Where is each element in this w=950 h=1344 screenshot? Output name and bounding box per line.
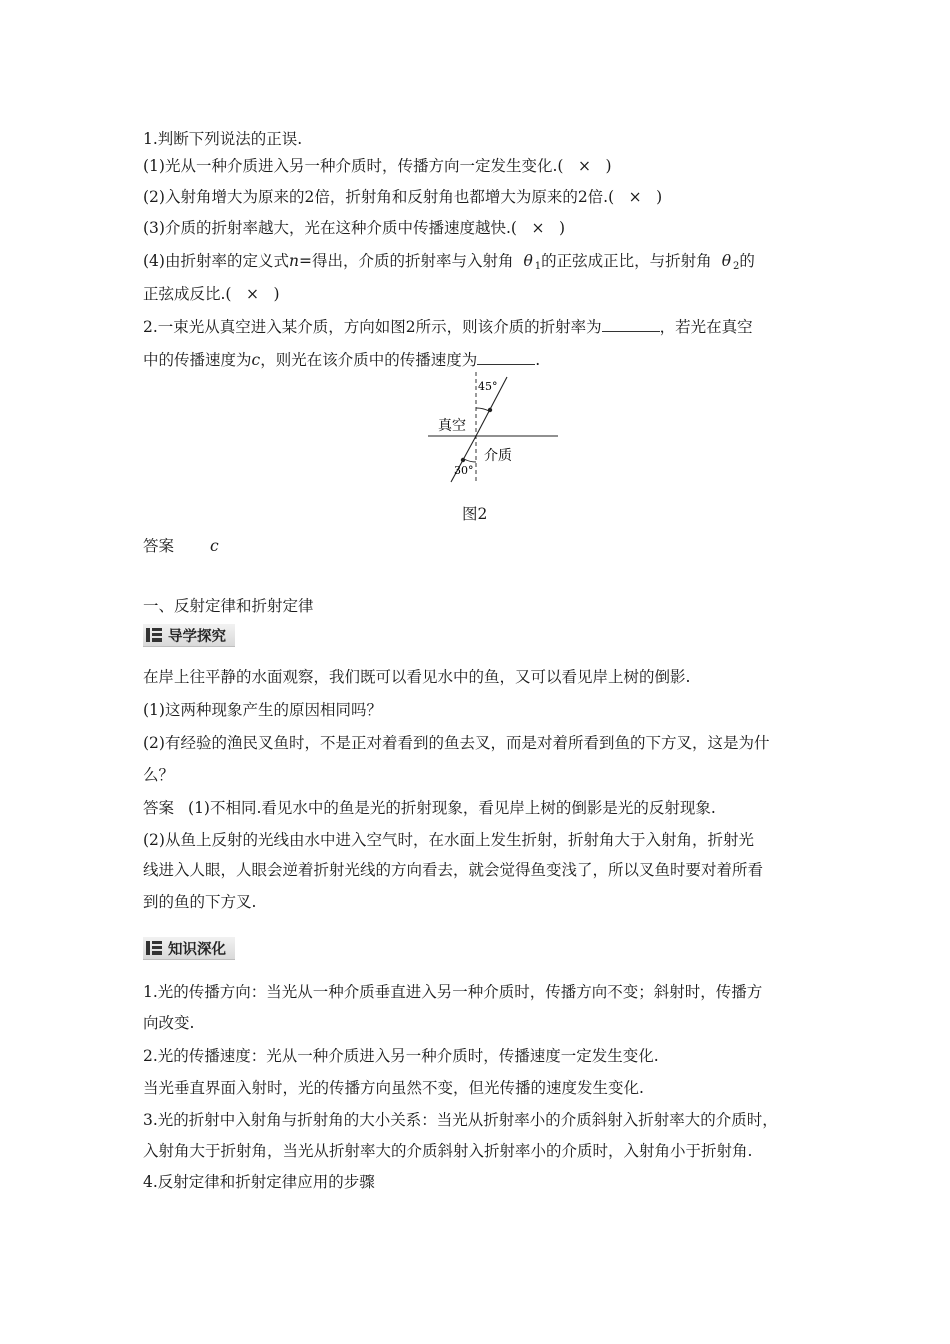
refraction-diagram [418, 370, 558, 485]
angle-label-45: 45° [478, 380, 498, 393]
answer-blank [477, 350, 535, 365]
guide-line: 么？ [143, 766, 175, 784]
section-bar-icon [146, 941, 162, 955]
guide-line: (2)有经验的渔民叉鱼时，不是正对着看到的鱼去叉，而是对着所看到鱼的下方叉，这是为什 [143, 734, 770, 752]
knowledge-line: 3.光的折射中入射角与折射角的大小关系：当光从折射率小的介质斜射入折射率大的介质时， [143, 1111, 778, 1129]
label-medium: 介质 [484, 448, 512, 464]
figure-caption: 图2 [462, 505, 488, 523]
knowledge-section-bar [143, 937, 235, 960]
guide-line: 在岸上往平静的水面观察，我们既可以看见水中的鱼，又可以看见岸上树的倒影. [143, 668, 691, 686]
judge-item-2: (2)入射角增大为原来的2倍，折射角和反射角也都增大为原来的2倍.( × ) [143, 188, 663, 206]
knowledge-line: 当光垂直界面入射时，光的传播方向虽然不变，但光传播的速度发生变化. [143, 1079, 644, 1097]
cross-mark: × [577, 157, 591, 175]
knowledge-line: 4.反射定律和折射定律应用的步骤 [143, 1173, 375, 1191]
label-vacuum: 真空 [438, 418, 466, 434]
cross-mark: × [531, 219, 545, 237]
angle-label-30: 30° [454, 464, 474, 477]
cross-mark: × [245, 285, 259, 303]
angle-arc-top [476, 408, 489, 411]
knowledge-line: 1.光的传播方向：当光从一种介质垂直进入另一种介质时，传播方向不变；斜射时，传播方 [143, 983, 763, 1001]
ray-arrow-dot [461, 458, 465, 462]
judge-item-3: (3)介质的折射率越大，光在这种介质中传播速度越快.( × ) [143, 219, 565, 237]
cross-mark: × [628, 188, 642, 206]
guide-answer-line: (2)从鱼上反射的光线由水中进入空气时，在水面上发生折射，折射角大于入射角，折射光 [143, 831, 754, 849]
knowledge-line: 向改变. [143, 1014, 195, 1032]
question-2-line-1: 2.一束光从真空进入某介质，方向如图2所示，则该介质的折射率为 ，若光在真空 [143, 318, 753, 336]
section-bar-icon [146, 628, 162, 642]
guide-answer-line: 到的鱼的下方叉. [143, 893, 257, 911]
guide-answer-line: 答案 (1)不相同.看见水中的鱼是光的折射现象，看见岸上树的倒影是光的反射现象. [143, 799, 716, 817]
ray-arrow-dot [488, 408, 492, 412]
section-title: 一、反射定律和折射定律 [143, 597, 314, 615]
guide-answer-line: 线进入人眼，人眼会逆着折射光线的方向看去，就会觉得鱼变浅了，所以叉鱼时要对着所看 [143, 861, 764, 879]
question-2-line-2: 中的传播速度为c，则光在该介质中的传播速度为 . [143, 351, 541, 369]
answer-blank [602, 317, 660, 332]
guide-section-title: 导学探究 [168, 628, 226, 645]
guide-section-bar [143, 624, 235, 647]
knowledge-section-title: 知识深化 [168, 941, 226, 958]
judge-item-4-cont: 正弦成反比.( × ) [143, 285, 280, 303]
judge-title: 1.判断下列说法的正误. [143, 130, 303, 148]
answer-line: 答案 c [143, 537, 219, 555]
judge-item-1: (1)光从一种介质进入另一种介质时，传播方向一定发生变化.( × ) [143, 157, 612, 175]
guide-line: (1)这两种现象产生的原因相同吗？ [143, 701, 382, 719]
judge-item-4: (4)由折射率的定义式n=得出，介质的折射率与入射角 θ $_1$的正弦成正比，与折射角 θ $_2$的 [143, 252, 755, 272]
knowledge-line: 入射角大于折射角，当光从折射率大的介质斜射入折射率小的介质时，入射角小于折射角. [143, 1142, 753, 1160]
angle-arc-bottom [464, 459, 476, 462]
knowledge-line: 2.光的传播速度：光从一种介质进入另一种介质时，传播速度一定发生变化. [143, 1047, 659, 1065]
